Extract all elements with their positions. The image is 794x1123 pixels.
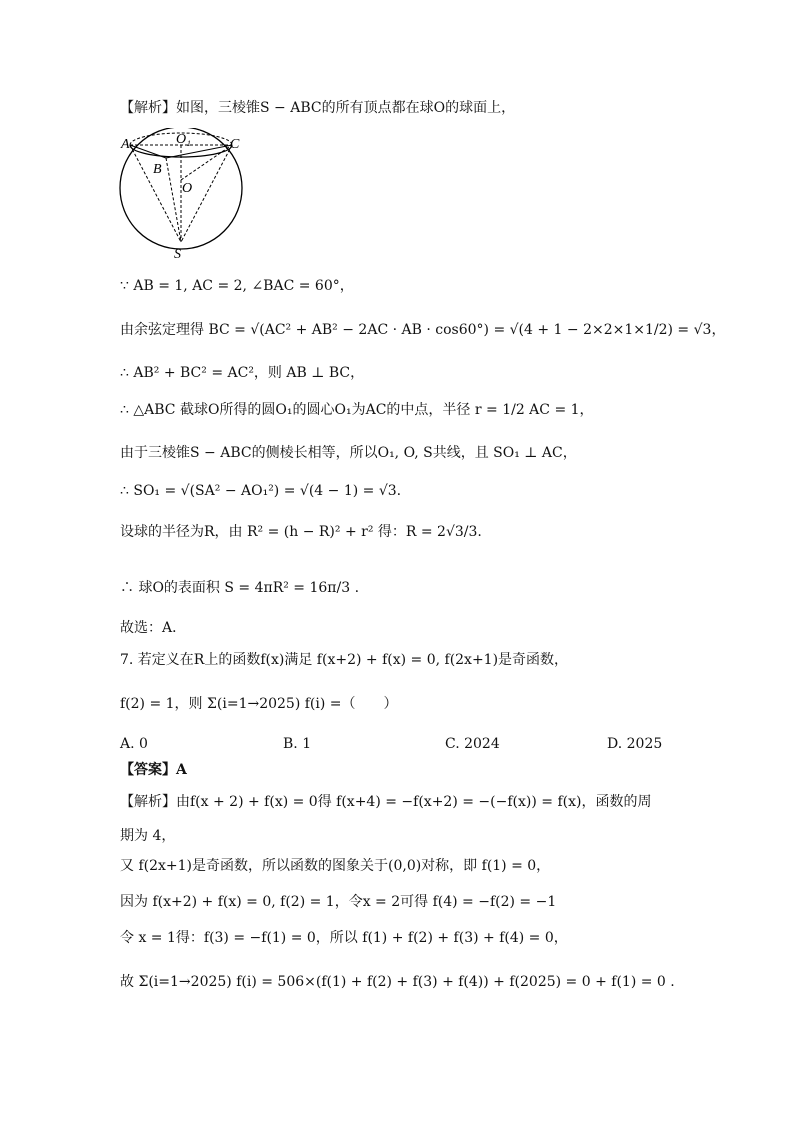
label-C: C [230,137,240,152]
q7-stem-line1: 7. 若定义在R上的函数f(x)满足 f(x+2) + f(x) = 0, f(2x+1)是奇函数， [120,652,569,668]
q6-analysis-intro: 【解析】如图，三棱锥S − ABC的所有顶点都在球O的球面上， [120,100,516,116]
q7-answer: 【答案】A [120,762,187,778]
label-O: O [182,181,193,196]
q6-circle-center: ∴ △ABC 截球O所得的圆O₁的圆心O₁为AC的中点，半径 r = 1/2 AC = 1， [120,402,594,418]
q7-stem-line2: f(2) = 1，则 Σ(i=1→2025) f(i) =（ ） [120,696,398,712]
q7-analysis-line1: 【解析】由f(x + 2) + f(x) = 0得 f(x+4) = −f(x+2) = −(−f(x)) = f(x)，函数的周 [120,794,652,810]
q7-option-b: B. 1 [283,736,312,752]
q7-analysis-line5: 令 x = 1得：f(3) = −f(1) = 0，所以 f(1) + f(2) + f(3) + f(4) = 0， [120,930,568,946]
q6-given: ∵ AB = 1, AC = 2, ∠BAC = 60°， [120,278,354,294]
q7-analysis-line3: 又 f(2x+1)是奇函数，所以函数的图象关于(0,0)对称，即 f(1) = 0， [120,858,551,874]
q6-cosine-law: 由余弦定理得 BC = √(AC² + AB² − 2AC · AB · cos60°) = √(4 + 1 − 2×2×1×1/2) = √3， [120,322,726,338]
q6-perpendicular: ∴ AB² + BC² = AC²，则 AB ⊥ BC， [120,365,365,381]
label-B: B [153,162,162,177]
label-O1: O₁ [176,132,191,147]
label-S: S [174,247,181,262]
q6-collinear: 由于三棱锥S − ABC的侧棱长相等，所以O₁, O, S共线，且 SO₁ ⊥ AC， [120,445,577,461]
q6-radius: 设球的半径为R，由 R² = (h − R)² + r² 得：R = 2√3/3. [120,524,482,540]
q6-so1: ∴ SO₁ = √(SA² − AO₁²) = √(4 − 1) = √3. [120,483,402,499]
q6-surface-area: ∴ 球O的表面积 S = 4πR² = 16π/3 . [120,580,360,596]
label-A: A [121,137,130,152]
q7-analysis-line2: 期为 4， [120,828,176,844]
q7-option-c: C. 2024 [445,736,500,752]
q7-option-d: D. 2025 [607,736,663,752]
q7-analysis-line4: 因为 f(x+2) + f(x) = 0, f(2) = 1，令x = 2可得 f(4) = −f(2) = −1 [120,894,557,910]
q7-option-a: A. 0 [120,736,148,752]
sphere-pyramid-figure [118,128,248,262]
q6-choice: 故选：A． [120,620,187,636]
q7-analysis-line6: 故 Σ(i=1→2025) f(i) = 506×(f(1) + f(2) + f(3) + f(4)) + f(2025) = 0 + f(1) = 0 . [120,974,675,990]
